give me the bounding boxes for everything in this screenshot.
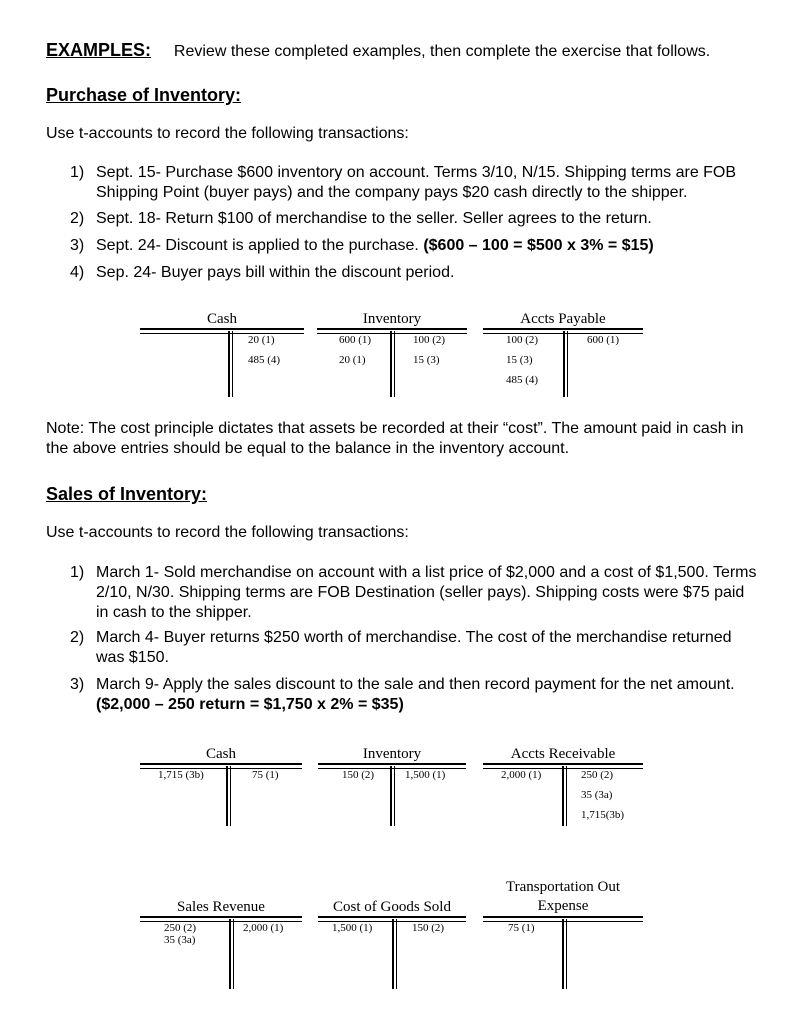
t-account-debits <box>342 765 374 785</box>
t-account-title: Inventory <box>362 311 422 327</box>
t-account-divider <box>392 919 397 989</box>
item-number: 3) <box>70 676 85 693</box>
t-account-credits <box>412 918 444 938</box>
header-line <box>46 40 710 61</box>
sales-intro: Use t-accounts to record the following transactions: <box>46 524 409 541</box>
credit-entry: 250 (2) <box>581 769 614 781</box>
item-calculation: ($2,000 – 250 return = $1,750 x 2% = $35) <box>96 696 404 713</box>
t-account-credits <box>248 330 280 370</box>
t-account-credits <box>587 330 619 350</box>
credit-entry: 150 (2) <box>412 922 445 934</box>
debit-entry: 485 (4) <box>506 374 539 386</box>
t-account-divider <box>562 919 567 989</box>
t-account-debits <box>332 918 372 938</box>
credit-entry: 15 (3) <box>413 354 440 366</box>
item-text: Sept. 15- Purchase $600 inventory on account. Terms 3/10, N/15. Shipping terms are FOB Shipping Point (buyer pays) and the company pays $20 cash directly to the shipper. <box>96 164 737 201</box>
credit-entry: 1,500 (1) <box>405 769 446 781</box>
item-number: 1) <box>70 564 85 581</box>
item-text: Sept. 24- Discount is applied to the purchase. <box>96 237 424 254</box>
t-account-divider <box>563 331 568 397</box>
item-text: March 1- Sold merchandise on account with a list price of $2,000 and a cost of $1,500. Terms 2/10, N/30. Shipping terms are FOB Destination (seller pays). Shipping costs were $75 paid in cash to the shipper. <box>96 564 757 621</box>
credit-entry: 2,000 (1) <box>243 922 284 934</box>
debit-entry: 250 (2) <box>164 922 197 934</box>
t-account-divider <box>226 766 231 826</box>
t-account-cost-of-goods-sold <box>318 899 466 991</box>
t-account-divider <box>390 766 395 826</box>
credit-entry: 20 (1) <box>248 334 275 346</box>
t-account-divider <box>562 766 567 826</box>
t-account-debits <box>508 918 535 938</box>
item-number: 4) <box>70 264 85 281</box>
item-calculation: ($600 – 100 = $500 x 3% = $15) <box>423 237 654 254</box>
t-account-title: Accts Payable <box>520 311 606 327</box>
item-number: 3) <box>70 237 85 254</box>
sales-item-2 <box>70 628 760 668</box>
item-text: March 9- Apply the sales discount to the sale and then record payment for the net amount. <box>96 676 735 693</box>
purchase-item-4 <box>70 263 760 283</box>
t-account-transportation-out-expense <box>483 879 643 991</box>
credit-entry: 1,715(3b) <box>581 809 625 821</box>
t-account-credits <box>252 765 279 785</box>
t-account-cash <box>140 311 304 399</box>
t-account-cash <box>140 746 302 828</box>
t-account-title: Accts Receivable <box>510 746 616 762</box>
t-account-title: Sales Revenue <box>177 899 265 915</box>
t-account-credits <box>581 765 624 825</box>
t-account-accts-receivable <box>483 746 643 828</box>
credit-entry: 75 (1) <box>252 769 279 781</box>
debit-entry: 600 (1) <box>339 334 372 346</box>
item-number: 2) <box>70 629 85 646</box>
debit-entry: 15 (3) <box>506 354 533 366</box>
credit-entry: 485 (4) <box>248 354 281 366</box>
purchase-item-3 <box>70 236 760 256</box>
debit-entry: 150 (2) <box>342 769 375 781</box>
purchase-item-1 <box>70 163 760 203</box>
item-text: Sept. 18- Return $100 of merchandise to the seller. Seller agrees to the return. <box>96 210 652 227</box>
t-account-inventory <box>317 311 467 399</box>
cost-principle-note: Note: The cost principle dictates that assets be recorded at their “cost”. The amount paid in cash in the above entries should be equal to the balance in the inventory account. <box>46 420 744 457</box>
t-account-title: Cost of Goods Sold <box>333 899 451 915</box>
purchase-intro: Use t-accounts to record the following transactions: <box>46 125 409 142</box>
sales-item-3 <box>70 675 760 715</box>
examples-instructions: Review these completed examples, then complete the exercise that follows. <box>173 43 711 60</box>
t-account-title: Cash <box>207 311 237 327</box>
t-account-debits <box>506 330 538 390</box>
credit-entry: 35 (3a) <box>581 789 613 801</box>
purchase-item-2 <box>70 209 760 229</box>
t-account-debits <box>158 765 204 785</box>
t-account-inventory <box>318 746 466 828</box>
debit-entry: 75 (1) <box>508 922 535 934</box>
t-account-credits <box>405 765 445 785</box>
credit-entry: 100 (2) <box>413 334 446 346</box>
t-account-debits <box>501 765 541 785</box>
t-account-title: Inventory <box>362 746 422 762</box>
t-account-divider <box>228 331 233 397</box>
credit-entry: 600 (1) <box>587 334 620 346</box>
t-account-credits <box>413 330 445 370</box>
debit-entry: 1,500 (1) <box>332 922 373 934</box>
t-account-title: Transportation Out <box>505 879 621 895</box>
debit-entry: 1,715 (3b) <box>158 769 204 781</box>
t-account-divider <box>390 331 395 397</box>
t-account-title-line-2: Expense <box>537 898 589 914</box>
t-account-accts-payable <box>483 311 643 399</box>
t-account-credits <box>243 918 283 938</box>
t-account-divider <box>229 919 234 989</box>
debit-entry: 35 (3a) <box>164 934 196 946</box>
debit-entry: 2,000 (1) <box>501 769 542 781</box>
debit-entry: 100 (2) <box>506 334 539 346</box>
t-account-debits <box>164 918 196 948</box>
t-account-sales-revenue <box>140 899 302 991</box>
sales-item-1 <box>70 563 760 623</box>
t-account-debits <box>339 330 371 370</box>
item-number: 1) <box>70 164 85 181</box>
item-number: 2) <box>70 210 85 227</box>
t-account-title: Cash <box>206 746 236 762</box>
examples-label: EXAMPLES: <box>46 40 152 60</box>
sales-section-title: Sales of Inventory: <box>46 484 208 504</box>
item-text: Sep. 24- Buyer pays bill within the discount period. <box>96 264 455 281</box>
item-text: March 4- Buyer returns $250 worth of merchandise. The cost of the merchandise returned was $150. <box>96 629 732 666</box>
debit-entry: 20 (1) <box>339 354 366 366</box>
purchase-section-title: Purchase of Inventory: <box>46 85 242 105</box>
